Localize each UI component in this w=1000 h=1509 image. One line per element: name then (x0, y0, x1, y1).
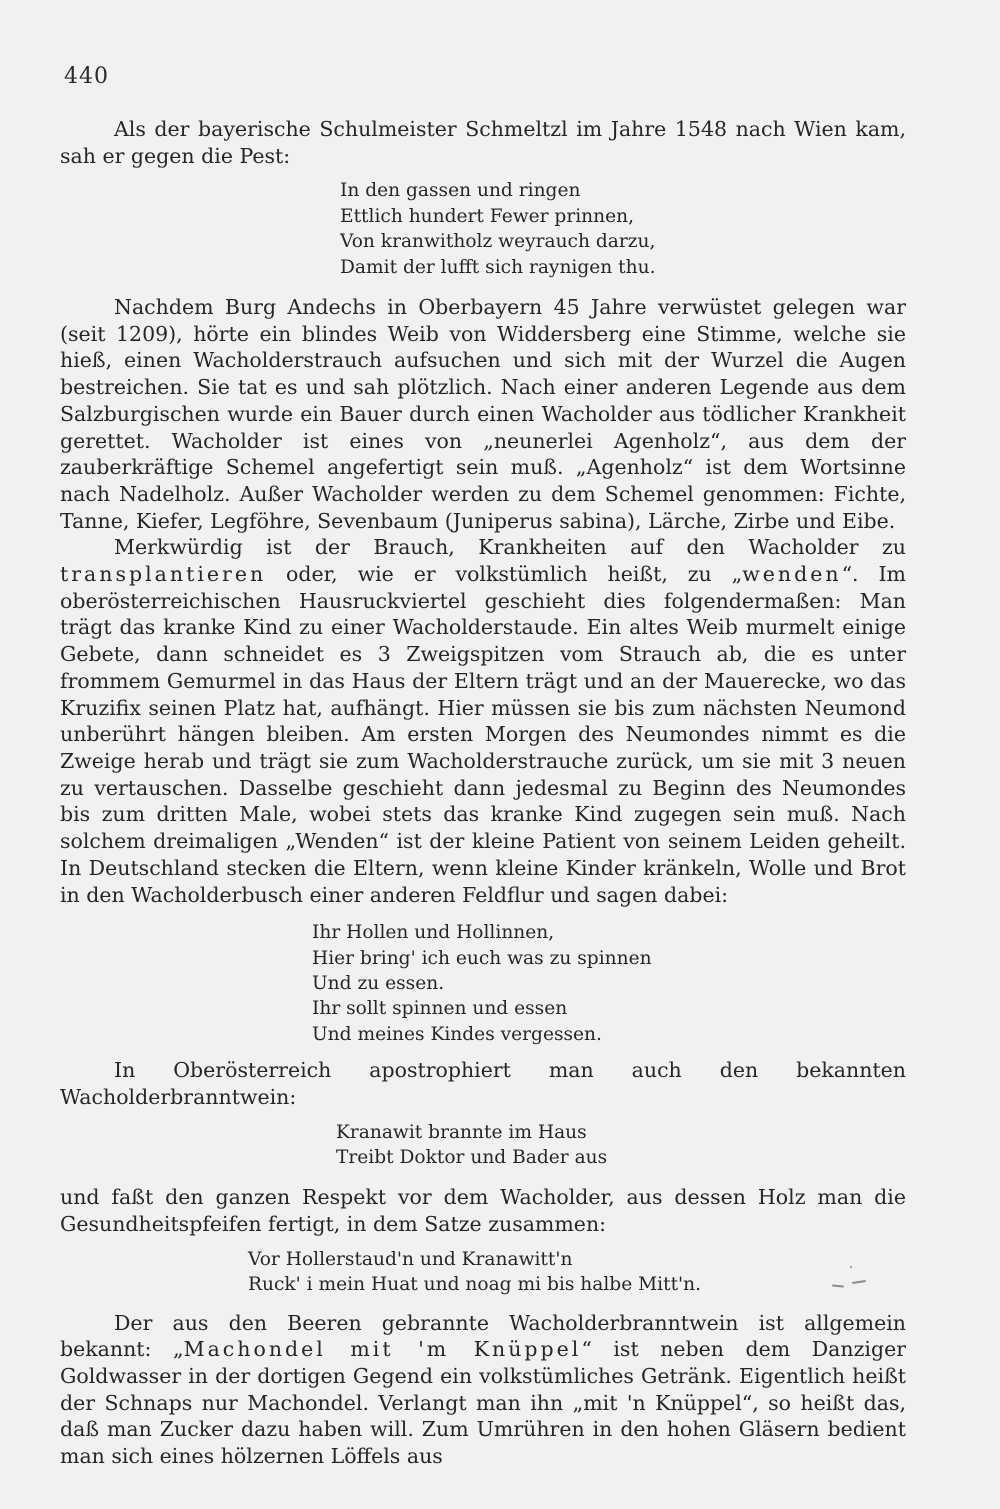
verse-line: Ihr Hollen und Hollinnen, (312, 922, 555, 944)
paragraph-3 (60, 534, 906, 908)
verse-line: Ihr sollt spinnen und essen (312, 998, 568, 1020)
paragraph-6-part: “ ist neben dem Danziger Goldwasser in der dortigen Gegend ein volkstümliches Getränk. Eigentlich heißt der Schnaps nur Machondel. Verlangt man ihn „mit 'n Knüppel“, so heißt das, daß man Zucker dazu haben will. Zum Umrühren in den hohen Gläsern bedient man sich eines hölzernen Löffels aus (60, 1337, 907, 1469)
paragraph-6-part: Der aus den Beeren gebrannte Wacholderbranntwein ist allgemein bekannt: „ (60, 1310, 906, 1362)
paragraph-1: Als der bayerische Schulmeister Schmeltzl im Jahre 1548 nach Wien kam, sah er gegen die Pest: (60, 117, 906, 168)
verse-line: Vor Hollerstaud'n und Kranawitt'n (248, 1248, 573, 1270)
verse-line: Treibt Doktor und Bader aus (336, 1147, 608, 1169)
verse-line: Damit der lufft sich raynigen thu. (340, 256, 656, 278)
verse-line: Ettlich hundert Fewer prinnen, (340, 205, 634, 227)
paragraph-3-part: Merkwürdig ist der Brauch, Krankheiten auf den Wacholder zu (114, 535, 906, 560)
spaced-term-machondel: Machondel mit 'm Knüppel (183, 1337, 582, 1362)
paragraph-3-part: “. Im oberösterreichischen Hausruckviertel geschieht dies folgendermaßen: Man trägt das kranke Kind zu einer Wacholderstaude. Ein altes Weib murmelt einige Gebete, dann schneidet es 3 Zweigspitzen vom Strauch ab, die es unter frommem Gemurmel in das Haus der Eltern trägt und an der Mauerecke, wo das Kruzifix seinen Platz hat, aufhängt. Hier müssen sie bis zum nächsten Neumond unberührt hängen bleiben. Am ersten Morgen des Neumondes nimmt es die Zweige herab und trägt sie zum Wacholderstrauche zurück, um sie mit 3 neuen zu vertauschen. Dasselbe geschieht dann jedesmal zu Beginn des Neumondes bis zum dritten Male, wobei stets das kranke Kind zugegen sein muß. Nach solchem dreimaligen „Wenden“ ist der kleine Patient von seinem Leiden geheilt. In Deutschland stecken die Eltern, wenn kleine Kinder kränkeln, Wolle und Brot in den Wacholderbusch einer anderen Feldflur und sagen dabei: (60, 562, 906, 907)
paragraph-5: und faßt den ganzen Respekt vor dem Wacholder, aus dessen Holz man die Gesundheitspfeifen fertigt, in dem Satze zusammen: (60, 1185, 906, 1237)
paragraph-3-part: oder, wie er volkstümlich heißt, zu „ (266, 562, 743, 587)
verse-line: In den gassen und ringen (340, 180, 581, 202)
verse-block-2 (312, 920, 906, 1047)
ink-mark (852, 1280, 866, 1284)
paragraph-6 (60, 1310, 906, 1470)
verse-block-1 (340, 178, 906, 280)
verse-line: Von kranwitholz weyrauch darzu, (340, 231, 656, 253)
page-content (60, 116, 906, 1470)
verse-line: Ruck' i mein Huat und noag mi bis halbe Mitt'n. (248, 1274, 702, 1296)
margin-marks (832, 1258, 882, 1306)
paragraph-2: Nachdem Burg Andechs in Oberbayern 45 Jahre verwüstet gelegen war (seit 1209), hörte ein blindes Weib von Widdersberg eine Stimme, welche sie hieß, einen Wacholderstrauch aufsuchen und sich mit der Wurzel die Augen bestreichen. Sie tat es und sah plötzlich. Nach einer anderen Legende aus dem Salzburgischen wurde ein Bauer durch einen Wacholder aus tödlicher Krankheit gerettet. Wacholder ist eines von „neunerlei Agenholz“, aus dem der zauberkräftige Schemel angefertigt sein muß. „Agenholz“ ist dem Wortsinne nach Nadelholz. Außer Wacholder werden zu dem Schemel genommen: Fichte, Tanne, Kiefer, Legföhre, Sevenbaum (Juniperus sabina), Lärche, Zirbe und Eibe. (60, 295, 906, 533)
verse-line: Hier bring' ich euch was zu spinnen (312, 947, 652, 969)
verse-line: Kranawit brannte im Haus (336, 1121, 587, 1143)
verse-line: Und meines Kindes vergessen. (312, 1023, 602, 1045)
paragraph-4: In Oberösterreich apostrophiert man auch den bekannten Wacholderbranntwein: (60, 1058, 906, 1109)
page-number: 440 (64, 64, 109, 89)
verse-line: Und zu essen. (312, 973, 445, 995)
spaced-term-transplantieren: transplantieren (60, 562, 267, 587)
verse-block-3 (336, 1120, 906, 1171)
spaced-term-wenden: wenden (742, 562, 842, 587)
verse-block-4 (248, 1247, 906, 1298)
ink-mark (832, 1284, 844, 1287)
ink-mark (850, 1266, 852, 1268)
